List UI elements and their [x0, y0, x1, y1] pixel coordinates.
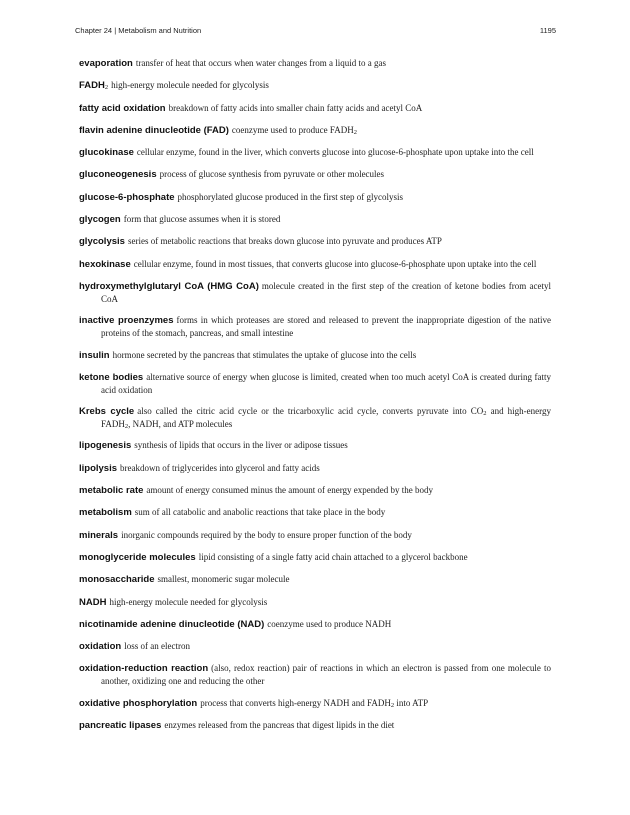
- glossary-definition: [124, 641, 190, 651]
- glossary-definition: [267, 619, 391, 629]
- definition-text: into ATP: [394, 697, 429, 708]
- glossary-definition: [136, 58, 386, 68]
- glossary-entry: [79, 640, 551, 653]
- glossary-definition: [101, 372, 551, 395]
- glossary-definition: [134, 440, 347, 450]
- glossary-entry: [79, 314, 551, 339]
- definition-text: sum of all catabolic and anabolic reactions that take place in the body: [134, 507, 386, 518]
- glossary-definition: [164, 720, 394, 730]
- definition-subscript: 2: [353, 128, 357, 136]
- glossary-term: monosaccharide: [79, 574, 155, 586]
- glossary-definition: [137, 147, 534, 157]
- glossary-term: FADH: [79, 80, 105, 92]
- glossary-term: Krebs cycle: [79, 406, 135, 418]
- glossary-list: [79, 57, 551, 741]
- definition-text: coenzyme used to produce NADH: [267, 618, 392, 629]
- glossary-entry: [79, 79, 551, 92]
- glossary-term: metabolic rate: [79, 485, 144, 497]
- definition-text: cellular enzyme, found in the liver, which converts glucose into glucose-6-phosphate upon uptake into the cell: [136, 147, 534, 158]
- glossary-term: nicotinamide adenine dinucleotide (NAD): [79, 618, 265, 630]
- definition-text: amount of energy consumed minus the amount of energy expended by the body: [146, 485, 434, 496]
- definition-text: process of glucose synthesis from pyruvate or other molecules: [159, 169, 385, 180]
- glossary-definition: [109, 597, 267, 607]
- glossary-term: metabolism: [79, 507, 132, 519]
- glossary-entry: [79, 573, 551, 586]
- glossary-definition: [134, 259, 537, 269]
- definition-text: breakdown of triglycerides into glycerol and fatty acids: [120, 462, 320, 473]
- glossary-entry: [79, 280, 551, 305]
- glossary-entry: [79, 235, 551, 248]
- glossary-term: insulin: [79, 349, 110, 361]
- definition-text: cellular enzyme, found in most tissues, that converts glucose into glucose-6-phosphate upon uptake into the cell: [133, 258, 537, 269]
- definition-text: molecule created in the first step of the creation of ketone bodies from acetyl CoA: [101, 280, 551, 304]
- glossary-definition: [232, 125, 357, 135]
- glossary-term: NADH: [79, 596, 107, 608]
- definition-text: forms in which proteases are stored and released to prevent the inappropriate digestion of the native proteins of the stomach, pancreas, and small intestine: [101, 315, 551, 339]
- glossary-entry: [79, 168, 551, 181]
- running-header: [75, 26, 556, 35]
- glossary-entry: [79, 596, 551, 609]
- definition-text: (also, redox reaction) pair of reactions in which an electron is passed from one molecule to another, oxidizing one and reducing the other: [101, 663, 551, 687]
- glossary-entry: [79, 405, 551, 430]
- glossary-entry: [79, 529, 551, 542]
- glossary-definition: [160, 169, 384, 179]
- definition-text: breakdown of fatty acids into smaller chain fatty acids and acetyl CoA: [168, 102, 423, 113]
- glossary-entry: [79, 349, 551, 362]
- glossary-entry: [79, 551, 551, 564]
- definition-text: smallest, monomeric sugar molecule: [157, 574, 290, 585]
- glossary-term: flavin adenine dinucleotide (FAD): [79, 124, 229, 136]
- definition-text: hormone secreted by the pancreas that stimulates the uptake of glucose into the cells: [112, 349, 417, 360]
- glossary-entry: [79, 57, 551, 70]
- glossary-term: pancreatic lipases: [79, 720, 162, 732]
- glossary-term: fatty acid oxidation: [79, 102, 166, 114]
- glossary-entry: [79, 213, 551, 226]
- glossary-definition: [178, 192, 403, 202]
- glossary-definition: [113, 350, 417, 360]
- glossary-definition: [135, 507, 385, 517]
- glossary-definition: [200, 698, 428, 708]
- glossary-term: oxidative phosphorylation: [79, 697, 198, 709]
- chapter-title: Chapter 24 | Metabolism and Nutrition: [75, 26, 202, 35]
- glossary-entry: [79, 102, 551, 115]
- glossary-definition: [169, 103, 423, 113]
- glossary-term: ketone bodies: [79, 371, 144, 383]
- glossary-entry: [79, 258, 551, 271]
- glossary-definition: [146, 485, 433, 495]
- definition-text: enzymes released from the pancreas that digest lipids in the diet: [164, 720, 395, 731]
- definition-subscript: 2: [483, 410, 487, 418]
- glossary-entry: [79, 146, 551, 159]
- definition-text: also called the citric acid cycle or the tricarboxylic acid cycle, converts pyruvate into CO: [137, 406, 484, 417]
- glossary-term: lipolysis: [79, 462, 118, 474]
- glossary-entry: [79, 439, 551, 452]
- glossary-term: lipogenesis: [79, 440, 132, 452]
- glossary-entry: [79, 697, 551, 710]
- glossary-definition: [124, 214, 281, 224]
- definition-text: form that glucose assumes when it is stored: [123, 214, 281, 225]
- glossary-term: evaporation: [79, 58, 133, 69]
- definition-text: lipid consisting of a single fatty acid chain attached to a glycerol backbone: [198, 551, 468, 562]
- glossary-term: minerals: [79, 529, 119, 541]
- definition-text: high-energy molecule needed for glycolysis: [111, 80, 269, 91]
- glossary-definition: [121, 530, 412, 540]
- glossary-definition: [120, 463, 320, 473]
- glossary-definition: [111, 80, 269, 90]
- glossary-term: glucose-6-phosphate: [79, 191, 175, 203]
- glossary-term: gluconeogenesis: [79, 169, 157, 181]
- glossary-term: hydroxymethylglutaryl CoA (HMG CoA): [79, 280, 259, 292]
- definition-subscript: 2: [124, 423, 129, 431]
- definition-subscript: 2: [390, 701, 395, 709]
- glossary-term: glycolysis: [79, 236, 125, 248]
- glossary-entry: [79, 462, 551, 475]
- glossary-entry: [79, 506, 551, 519]
- definition-text: inorganic compounds required by the body to ensure proper function of the body: [121, 529, 412, 540]
- glossary-definition: [101, 406, 551, 429]
- definition-text: coenzyme used to produce FADH: [231, 124, 354, 135]
- definition-text: process that converts high-energy NADH and FADH: [200, 697, 391, 708]
- glossary-entry: [79, 371, 551, 396]
- glossary-term: oxidation-reduction reaction: [79, 663, 209, 675]
- glossary-entry: [79, 662, 551, 687]
- glossary-term: inactive proenzymes: [79, 315, 174, 327]
- glossary-term: glucokinase: [79, 147, 134, 159]
- definition-text: phosphorylated glucose produced in the first step of glycolysis: [177, 191, 404, 202]
- definition-text: , NADH, and ATP molecules: [128, 419, 233, 430]
- definition-text: alternative source of energy when glucose is limited, created when too much acetyl CoA is created during fatty acid oxidation: [101, 371, 552, 395]
- glossary-definition: [128, 236, 442, 246]
- glossary-entry: [79, 124, 551, 137]
- definition-text: and high-energy FADH: [101, 406, 552, 430]
- glossary-entry: [79, 719, 551, 732]
- glossary-term: hexokinase: [79, 258, 131, 270]
- definition-text: loss of an electron: [124, 641, 190, 652]
- page-number: 1195: [539, 26, 556, 35]
- definition-text: series of metabolic reactions that breaks down glucose into pyruvate and produces ATP: [127, 236, 442, 247]
- definition-text: transfer of heat that occurs when water changes from a liquid to a gas: [135, 58, 387, 68]
- glossary-entry: [79, 484, 551, 497]
- glossary-term: monoglyceride molecules: [79, 551, 196, 563]
- definition-text: synthesis of lipids that occurs in the liver or adipose tissues: [134, 440, 348, 451]
- glossary-entry: [79, 618, 551, 631]
- glossary-term: oxidation: [79, 641, 122, 653]
- glossary-definition: [199, 552, 468, 562]
- glossary-term: glycogen: [79, 214, 121, 226]
- glossary-definition: [158, 574, 290, 584]
- glossary-entry: [79, 191, 551, 204]
- definition-text: high-energy molecule needed for glycolysis: [109, 596, 268, 607]
- term-subscript: 2: [104, 84, 109, 92]
